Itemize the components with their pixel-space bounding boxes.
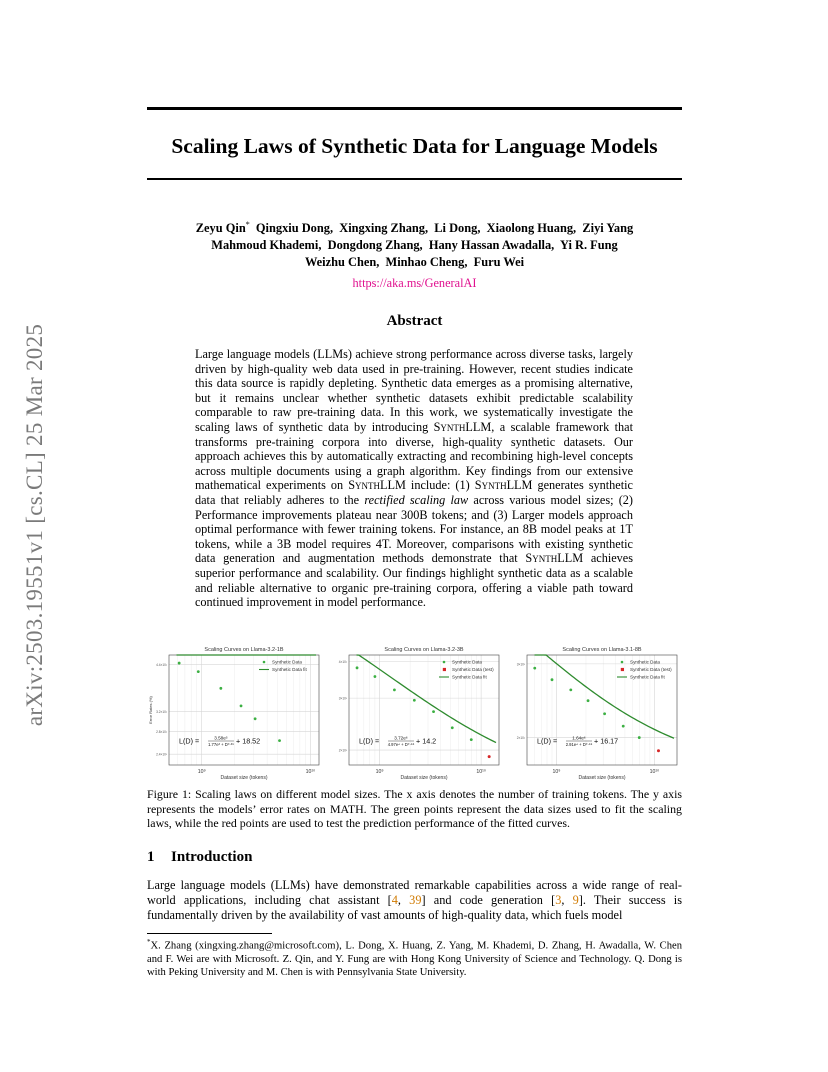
footnote-rule [147,933,272,934]
y-tick-label: 2.4×10¹ [156,752,167,757]
data-point [638,736,641,739]
y-tick-label: 3×10¹ [516,662,525,667]
section-heading [147,849,252,866]
author-line-3: Weizhu Chen, Minhao Cheng, Furu Wei [304,255,525,270]
abstract-part: Large language models (LLMs) achieve strong performance across diverse tasks, largely driven by high-quality web data used in pre-training. However, recent studies indicate this data source is rapidly depleting. Synthetic data emerges as a promising alternative, but it remains unclear whether synthetic datasets exhibit predictable scalability comparable to raw pre-training data. In this work, we systematically investigate the scaling laws of synthetic data by introducing [195,347,633,434]
abstract-heading: Abstract [386,313,443,329]
legend-label: Synthetic Data [630,659,660,665]
data-point [374,675,377,678]
abstract-part: achieves superior performance and scalability. Our findings highlight synthetic data as a scalable and reliable alternative to organic pre-training corpora, offering a viable path toward continued improvement in model performance. [195,551,634,610]
legend-point-swatch [443,661,446,664]
formula-numerator: 3.58e⁵ [214,735,228,741]
data-point [622,725,625,728]
formula-rhs: + 18.52 [236,736,261,746]
legend-label: Synthetic Data fit [452,674,487,680]
first-author-footnote-mark: * [245,220,250,229]
y-tick-label: 4×10¹ [338,659,347,664]
citation-link[interactable]: 3 [555,893,562,907]
chart-panel-8b [505,643,685,783]
author-list [147,216,682,271]
chart-panel-3b [327,643,507,783]
data-point [393,688,396,691]
figure-caption: Figure 1: Scaling laws on different model sizes. The x axis denotes the number of training tokens. The y axis represents the models’ error rates on MATH. The green points represent the data sizes used to fit the scaling laws, while the red points are used to test the prediction performance of the fitted curves. [147,787,682,831]
formula-denominator: 4.97e⁴ + D⁰·⁵⁶ [387,741,415,747]
data-point [551,678,554,681]
intro-part: ] and code generation [ [421,893,556,907]
rectified-scaling-law-term: rectified scaling law [364,492,469,507]
intro-part: , [561,893,573,907]
y-tick-label: 3.2×10¹ [156,710,167,715]
data-point [356,666,359,669]
author-line-1 [147,216,682,237]
x-tick-label: 10¹⁰ [649,769,660,775]
author-name: Qingxiu Dong, [255,221,334,236]
formula-numerator: 1.64e⁶ [572,735,586,741]
formula-numerator: 3.72e⁶ [394,735,408,741]
chart-title: Scaling Curves on Llama-3.1-8B [562,647,642,653]
test-data-point [488,755,491,758]
y-tick-label: 4.4×10¹ [156,663,167,668]
footnote-text: X. Zhang (xingxing.zhang@microsoft.com), L. Dong, X. Huang, Z. Yang, M. Khademi, D. Zhang, H. Awadalla, W. Chen and F. Wei are with Microsoft. Z. Qin, and Y. Fung are with Hong Kong University of Science and Technology. Q. Dong is with Peking University and M. Chen is with Pennsylvania State University. [147,940,682,978]
chart-panel-1b [147,643,327,783]
abstract-part: generates synthetic data that reliably adheres to the [195,478,633,507]
legend-test-swatch [621,668,624,671]
data-point [451,726,454,729]
data-point [470,738,473,741]
intro-part: ]. Their success is fundamentally driven by the availability of vast amounts of high-quality data, which fuels model [147,893,682,922]
legend-label: Synthetic Data (test) [630,667,672,673]
title-top-rule [147,107,682,110]
citation-link[interactable]: 4 [391,893,398,907]
data-point [278,739,281,742]
y-tick-label: 3×10¹ [338,696,347,701]
legend-label: Synthetic Data fit [272,667,307,673]
formula-denominator: 2.91e⁴ + D⁰·⁵⁵ [565,741,593,747]
project-link[interactable]: https://aka.ms/GeneralAI [352,276,477,290]
x-axis-label: Dataset size (tokens) [220,775,268,781]
data-point [219,687,222,690]
y-tick-label: 2×10¹ [338,748,347,753]
y-axis-label: Error Rates (%) [148,696,153,724]
x-tick-label: 10¹⁰ [305,769,316,775]
synthllm-name: SynthLLM [525,551,584,566]
formula-lhs: L(D) = [359,736,380,746]
data-point [178,662,181,665]
scaling-chart-3b [327,643,507,783]
legend-label: Synthetic Data [452,659,482,665]
x-tick-label: 10⁹ [375,769,384,775]
author-line-2: Mahmoud Khademi, Dongdong Zhang, Hany Hassan Awadalla, Yi R. Fung [211,238,618,253]
chart-title: Scaling Curves on Llama-3.2-3B [384,647,464,653]
arxiv-identifier [22,290,48,760]
section-number: 1 [147,849,155,865]
x-tick-label: 10¹⁰ [476,769,486,775]
x-axis-label: Dataset size (tokens) [400,775,448,781]
author-name: Li Dong, [434,221,481,236]
legend-test-swatch [443,668,446,671]
abstract-part: , a scalable framework that transforms pre-training corpora into diverse, high-quality synthetic datasets. Our approach achieves this by automatically extracting and recombining high-level concepts across multiple documents using a graph algorithm. Key findings from our extensive mathematical experiments on [195,419,633,493]
citation-link[interactable]: 39 [409,893,422,907]
data-point [587,699,590,702]
paper-title: Scaling Laws of Synthetic Data for Language Models [171,134,658,158]
data-point [569,688,572,691]
abstract-part: include: (1) [405,478,475,493]
data-point [432,710,435,713]
legend-label: Synthetic Data [272,659,302,665]
footnote-mark: * [147,938,151,946]
legend-label: Synthetic Data fit [630,674,665,680]
intro-part: Large language models (LLMs) have demonstrated remarkable capabilities across a wide range of real-world applications, including chat assistant [ [147,878,682,907]
chart-title: Scaling Curves on Llama-3.2-1B [204,647,284,653]
synthllm-name: SynthLLM [474,478,533,493]
data-point [240,704,243,707]
abstract-part: across various model sizes; (2) Performance improvements plateau near 300B tokens; and (3) Larger models approach optimal performance with fewer training tokens. For instance, an 8B model peaks at 1T tokens, while a 3B model requires 4T. Moreover, comparisons with existing synthetic data generation and augmentation methods demonstrate that [195,492,634,566]
author-name: Xiaolong Huang, [486,221,577,236]
arxiv-id-text: arXiv:2503.19551v1 [cs.CL] 25 Mar 2025 [22,323,47,727]
citation-link[interactable]: 9 [572,893,579,907]
title-bottom-rule [147,178,682,180]
section-title: Introduction [171,849,253,865]
y-tick-label: 2.8×10¹ [156,729,167,734]
figure-1 [147,643,682,783]
x-axis-label: Dataset size (tokens) [578,775,626,781]
data-point [197,670,200,673]
data-point [413,699,416,702]
x-tick-label: 10⁹ [197,769,206,775]
abstract-text [195,347,633,610]
formula-lhs: L(D) = [179,736,200,746]
formula-lhs: L(D) = [537,736,558,746]
author-name: Zeyu Qin [195,221,246,236]
author-name: Ziyi Yang [582,221,634,236]
formula-denominator: 1.77e³ + D⁰·³⁶ [208,741,234,747]
data-point [603,712,606,715]
legend-label: Synthetic Data (test) [452,667,494,673]
legend-point-swatch [263,661,266,664]
introduction-text [147,878,682,923]
intro-part: , [397,893,410,907]
legend-point-swatch [621,661,624,664]
data-point [533,667,536,670]
scaling-chart-8b [505,643,685,783]
test-data-point [657,749,660,752]
formula-rhs: + 14.2 [416,736,437,746]
data-point [254,717,257,720]
author-name: Xingxing Zhang, [339,221,429,236]
y-tick-label: 2×10¹ [516,736,525,741]
footnote [147,936,682,979]
synthllm-name: SynthLLM [348,478,406,493]
synthllm-name: SynthLLM [433,419,492,434]
x-tick-label: 10⁹ [552,769,561,775]
scaling-chart-1b [147,643,327,783]
formula-rhs: + 16.17 [594,736,619,746]
